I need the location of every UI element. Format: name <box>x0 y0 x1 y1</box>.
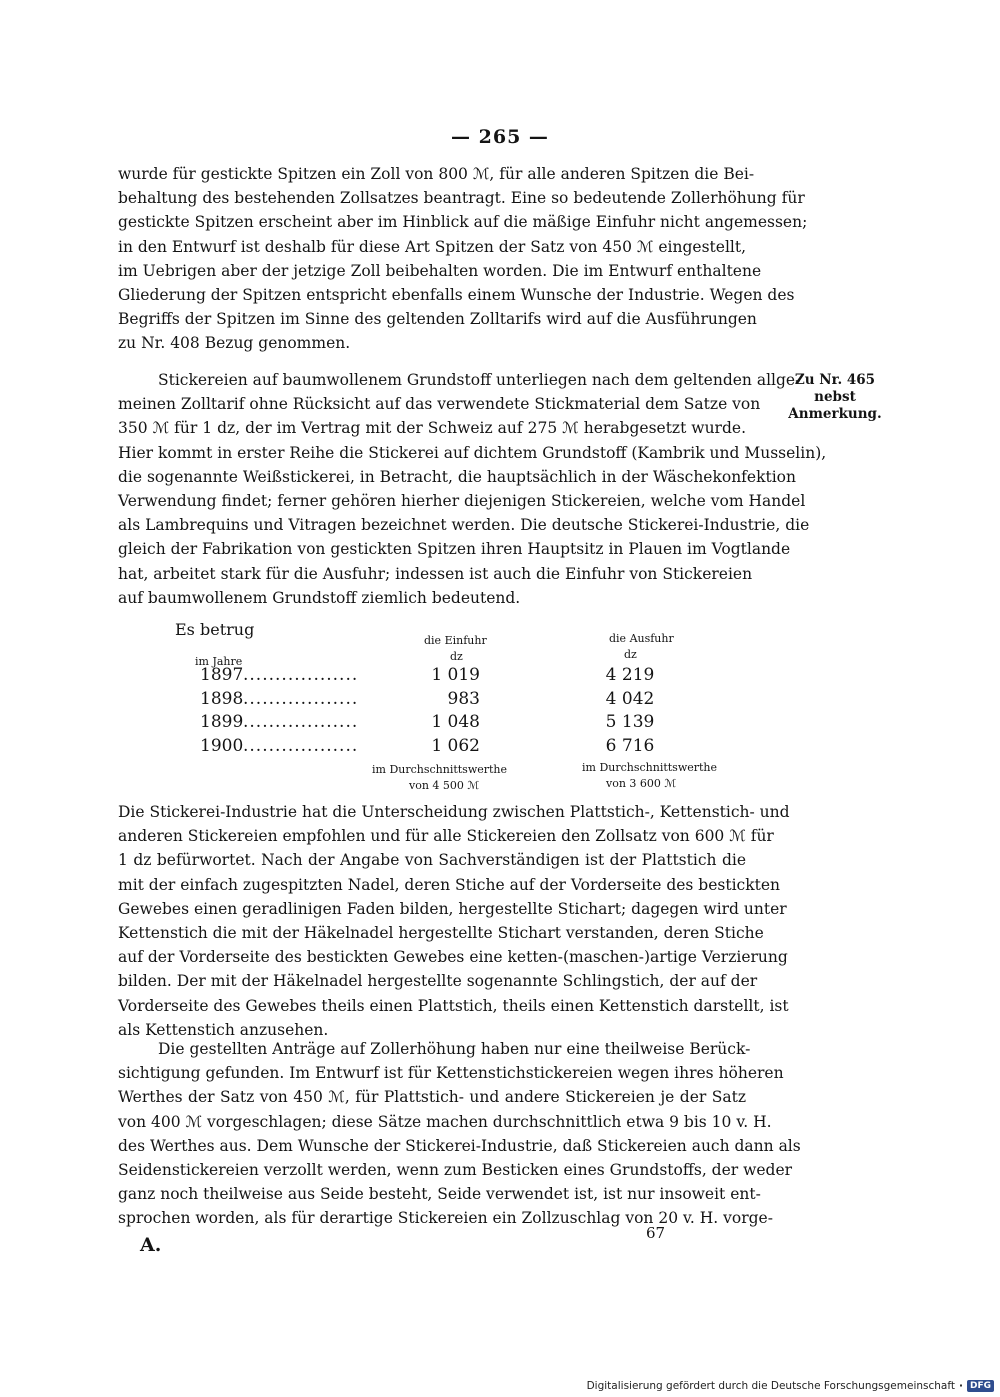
text-line: im Uebrigen aber der jetzige Zoll beibehalten worden. Die im Entwurf enthaltene <box>118 261 762 280</box>
paragraph-4 <box>118 1037 801 1231</box>
row-leader: .................. <box>243 712 359 732</box>
row-import-value: 1 062 <box>431 736 480 756</box>
text-line: die sogenannte Weißstickerei, in Betracht, die hauptsächlich in der Wäschekonfektion <box>118 467 796 486</box>
paragraph-1 <box>118 162 808 356</box>
text-line: Gewebes einen geradlinigen Faden bilden, hergestellte Stichart; dagegen wird unter <box>118 899 787 918</box>
text-line: als Kettenstich anzusehen. <box>118 1020 329 1039</box>
row-year: 1898 <box>200 689 244 709</box>
export-avg-value: von 3 600 ℳ <box>606 777 677 790</box>
text-line: 1 dz befürwortet. Nach der Angabe von Sachverständigen ist der Plattstich die <box>118 851 746 870</box>
text-line: Stickereien auf baumwollenem Grundstoff unterliegen nach dem geltenden allge- <box>158 371 801 389</box>
text-line: 350 ℳ für 1 dz, der im Vertrag mit der Schweiz auf 275 ℳ herabgesetzt wurde. <box>118 419 746 438</box>
row-export-value: 5 139 <box>605 712 655 732</box>
text-line: wurde für gestickte Spitzen ein Zoll von 800 ℳ, für alle anderen Spitzen die Bei- <box>118 165 755 183</box>
text-line: behaltung des bestehenden Zollsatzes beantragt. Eine so bedeutende Zollerhöhung für <box>118 189 805 208</box>
dfg-credit-text: Digitalisierung gefördert durch die Deutsche Forschungsgemeinschaft <box>586 1380 955 1392</box>
signature-letter: A. <box>140 1234 162 1256</box>
row-export-value: 4 042 <box>605 689 655 709</box>
export-avg-label: im Durchschnittswerthe <box>582 761 718 774</box>
text-line: Kettenstich die mit der Häkelnadel hergestellte Stichart verstanden, deren Stiche <box>118 923 764 942</box>
text-line: von 400 ℳ vorgeschlagen; diese Sätze machen durchschnittlich etwa 9 bis 10 v. H. <box>118 1112 772 1131</box>
text-line: in den Entwurf ist deshalb für diese Art Spitzen der Satz von 450 ℳ eingestellt, <box>118 237 747 256</box>
page-number: — 265 — <box>451 126 549 148</box>
import-avg-value: von 4 500 ℳ <box>409 779 480 792</box>
text-line: als Lambrequins und Vitragen bezeichnet werden. Die deutsche Stickerei-Industrie, die <box>118 516 810 535</box>
paragraph-2 <box>118 368 827 610</box>
text-line: gleich der Fabrikation von gestickten Spitzen ihren Hauptsitz in Plauen im Vogtlande <box>118 540 791 559</box>
import-unit: dz <box>450 650 463 663</box>
row-year: 1897 <box>200 665 244 685</box>
row-export-value: 4 219 <box>605 665 655 685</box>
text-line: anderen Stickereien empfohlen und für alle Stickereien den Zollsatz von 600 ℳ für <box>118 827 774 846</box>
text-line: mit der einfach zugespitzten Nadel, deren Stiche auf der Vorderseite des bestickten <box>118 875 780 894</box>
text-line: auf baumwollenem Grundstoff ziemlich bedeutend. <box>118 588 521 607</box>
paragraph-3 <box>118 800 790 1042</box>
row-leader: .................. <box>243 689 359 709</box>
text-line: meinen Zolltarif ohne Rücksicht auf das verwendete Stickmaterial dem Satze von <box>118 395 761 414</box>
text-line: hat, arbeitet stark für die Ausfuhr; indessen ist auch die Einfuhr von Stickereien <box>118 564 753 583</box>
margin-note-line-2: nebst Anmerkung. <box>788 389 882 422</box>
row-import-value: 1 048 <box>431 712 480 732</box>
text-line: des Werthes aus. Dem Wunsche der Stickerei-Industrie, daß Stickereien auch dann als <box>118 1136 801 1155</box>
row-export-value: 6 716 <box>605 736 655 756</box>
text-line: Die gestellten Anträge auf Zollerhöhung haben nur eine theilweise Berück- <box>158 1040 751 1058</box>
text-line: zu Nr. 408 Bezug genommen. <box>118 334 351 353</box>
row-year: 1899 <box>200 712 244 732</box>
row-import-value: 1 019 <box>431 665 480 685</box>
row-import-value: 983 <box>447 689 480 709</box>
text-line: Begriffs der Spitzen im Sinne des geltenden Zolltarifs wird auf die Ausführungen <box>118 310 757 329</box>
text-line: gestickte Spitzen erscheint aber im Hinblick auf die mäßige Einfuhr nicht angemessen; <box>118 213 808 232</box>
dfg-credit: Digitalisierung gefördert durch die Deutsche Forschungsgemeinschaft · DFG <box>587 1380 994 1392</box>
import-header: die Einfuhr <box>424 634 487 647</box>
text-line: Hier kommt in erster Reihe die Stickerei auf dichtem Grundstoff (Kambrik und Musselin), <box>118 443 827 462</box>
import-avg-label: im Durchschnittswerthe <box>372 763 508 776</box>
year-header: im Jahre <box>195 655 243 668</box>
export-unit: dz <box>624 648 637 661</box>
text-line: Verwendung findet; ferner gehören hierher diejenigen Stickereien, welche vom Handel <box>118 491 806 510</box>
text-line: sichtigung gefunden. Im Entwurf ist für Kettenstichstickereien wegen ihres höheren <box>118 1064 784 1083</box>
text-line: auf der Vorderseite des bestickten Gewebes eine ketten-(maschen-)artige Verzierung <box>118 948 788 967</box>
dfg-logo-icon: DFG <box>967 1380 994 1392</box>
row-leader: .................. <box>243 736 359 756</box>
text-line: Werthes der Satz von 450 ℳ, für Plattstich- und andere Stickereien je der Satz <box>118 1088 746 1107</box>
text-line: ganz noch theilweise aus Seide besteht, Seide verwendet ist, ist nur insoweit ent- <box>118 1185 761 1204</box>
row-year: 1900 <box>200 736 244 756</box>
text-line: Vorderseite des Gewebes theils einen Plattstich, theils einen Kettenstich darstellt, ist <box>118 996 789 1015</box>
export-header: die Ausfuhr <box>609 632 674 645</box>
margin-note-line-1: Zu Nr. 465 <box>794 372 876 388</box>
text-line: Seidenstickereien verzollt werden, wenn zum Besticken eines Grundstoffs, der weder <box>118 1160 793 1179</box>
sheet-number: 67 <box>646 1224 666 1242</box>
table-intro: Es betrug <box>175 620 255 639</box>
text-line: sprochen worden, als für derartige Stickereien ein Zollzuschlag von 20 v. H. vorge- <box>118 1209 773 1228</box>
text-line: Gliederung der Spitzen entspricht ebenfalls einem Wunsche der Industrie. Wegen des <box>118 285 795 304</box>
text-line: bilden. Der mit der Häkelnadel hergestellte sogenannte Schlingstich, der auf der <box>118 972 758 991</box>
row-leader: .................. <box>243 665 359 685</box>
text-line: Die Stickerei-Industrie hat die Unterscheidung zwischen Plattstich-, Kettenstich- und <box>118 803 790 821</box>
